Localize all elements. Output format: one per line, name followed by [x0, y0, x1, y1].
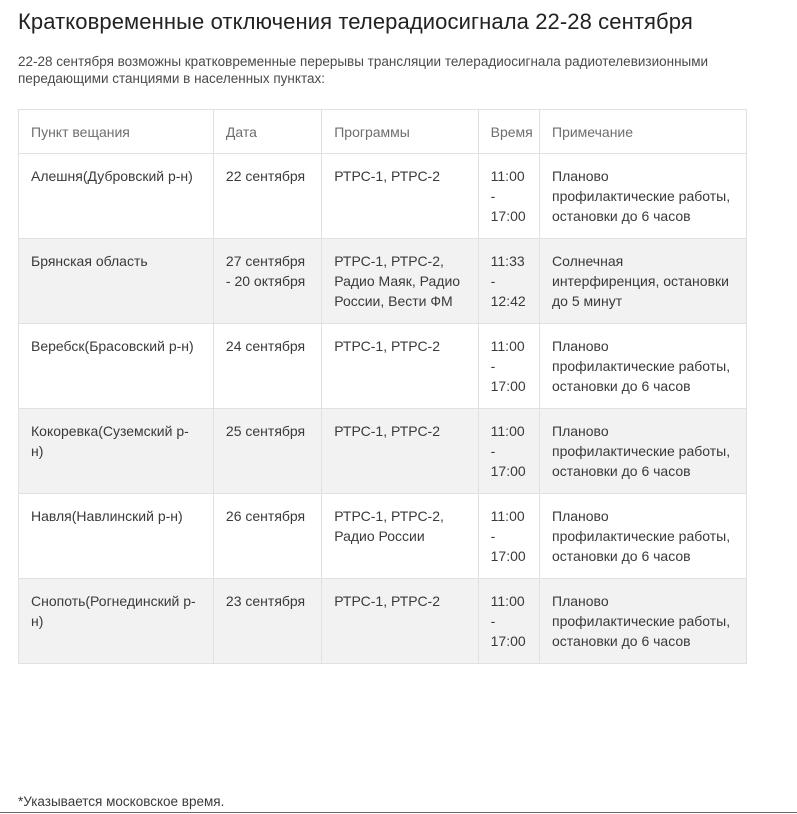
cell-note: Планово профилактические работы, остановки до 6 часов [540, 579, 747, 664]
table-header-row [19, 110, 747, 154]
table-row [19, 324, 747, 409]
cell-programs: РТРС-1, РТРС-2 [322, 579, 478, 664]
page-title: Кратковременные отключения телерадиосигнала 22-28 сентября [18, 9, 693, 34]
cell-date: 26 сентября [213, 494, 321, 579]
cell-time: 11:00 - 17:00 [478, 154, 539, 239]
cell-date: 22 сентября [213, 154, 321, 239]
footnote: *Указывается московское время. [18, 794, 225, 809]
table-row [19, 494, 747, 579]
cell-programs: РТРС-1, РТРС-2, Радио России [322, 494, 478, 579]
cell-place: Алешня(Дубровский р-н) [19, 154, 214, 239]
cell-note: Планово профилактические работы, остановки до 6 часов [540, 409, 747, 494]
header-time: Время [478, 110, 539, 154]
header-place: Пункт вещания [19, 110, 214, 154]
cell-time: 11:00 - 17:00 [478, 579, 539, 664]
cell-place: Снопоть(Рогнединский р-н) [19, 579, 214, 664]
cell-time: 11:33 - 12:42 [478, 239, 539, 324]
cell-note: Планово профилактические работы, остановки до 6 часов [540, 494, 747, 579]
outage-table [18, 109, 747, 664]
article [18, 8, 788, 664]
cell-place: Навля(Навлинский р-н) [19, 494, 214, 579]
cell-programs: РТРС-1, РТРС-2, Радио Маяк, Радио России, Вести ФМ [322, 239, 478, 324]
cell-note: Планово профилактические работы, остановки до 6 часов [540, 154, 747, 239]
bottom-divider [0, 812, 797, 813]
table-row [19, 579, 747, 664]
cell-date: 24 сентября [213, 324, 321, 409]
table-row [19, 154, 747, 239]
cell-place: Кокоревка(Суземский р-н) [19, 409, 214, 494]
cell-date: 23 сентября [213, 579, 321, 664]
cell-place: Веребск(Брасовский р-н) [19, 324, 214, 409]
intro-paragraph: 22-28 сентября возможны кратковременные перерывы трансляции телерадиосигнала радиотелевизионными передающими станциями в населенных пунктах: [18, 54, 709, 86]
cell-time: 11:00 - 17:00 [478, 494, 539, 579]
header-programs: Программы [322, 110, 478, 154]
cell-programs: РТРС-1, РТРС-2 [322, 409, 478, 494]
header-date: Дата [213, 110, 321, 154]
cell-place: Брянская область [19, 239, 214, 324]
cell-date: 25 сентября [213, 409, 321, 494]
table-row [19, 239, 747, 324]
cell-time: 11:00 - 17:00 [478, 324, 539, 409]
cell-note: Планово профилактические работы, остановки до 6 часов [540, 324, 747, 409]
cell-time: 11:00 - 17:00 [478, 409, 539, 494]
header-note: Примечание [540, 110, 747, 154]
cell-programs: РТРС-1, РТРС-2 [322, 324, 478, 409]
table-row [19, 409, 747, 494]
cell-note: Солнечная интерфиренция, остановки до 5 минут [540, 239, 747, 324]
cell-programs: РТРС-1, РТРС-2 [322, 154, 478, 239]
cell-date: 27 сентября - 20 октября [213, 239, 321, 324]
